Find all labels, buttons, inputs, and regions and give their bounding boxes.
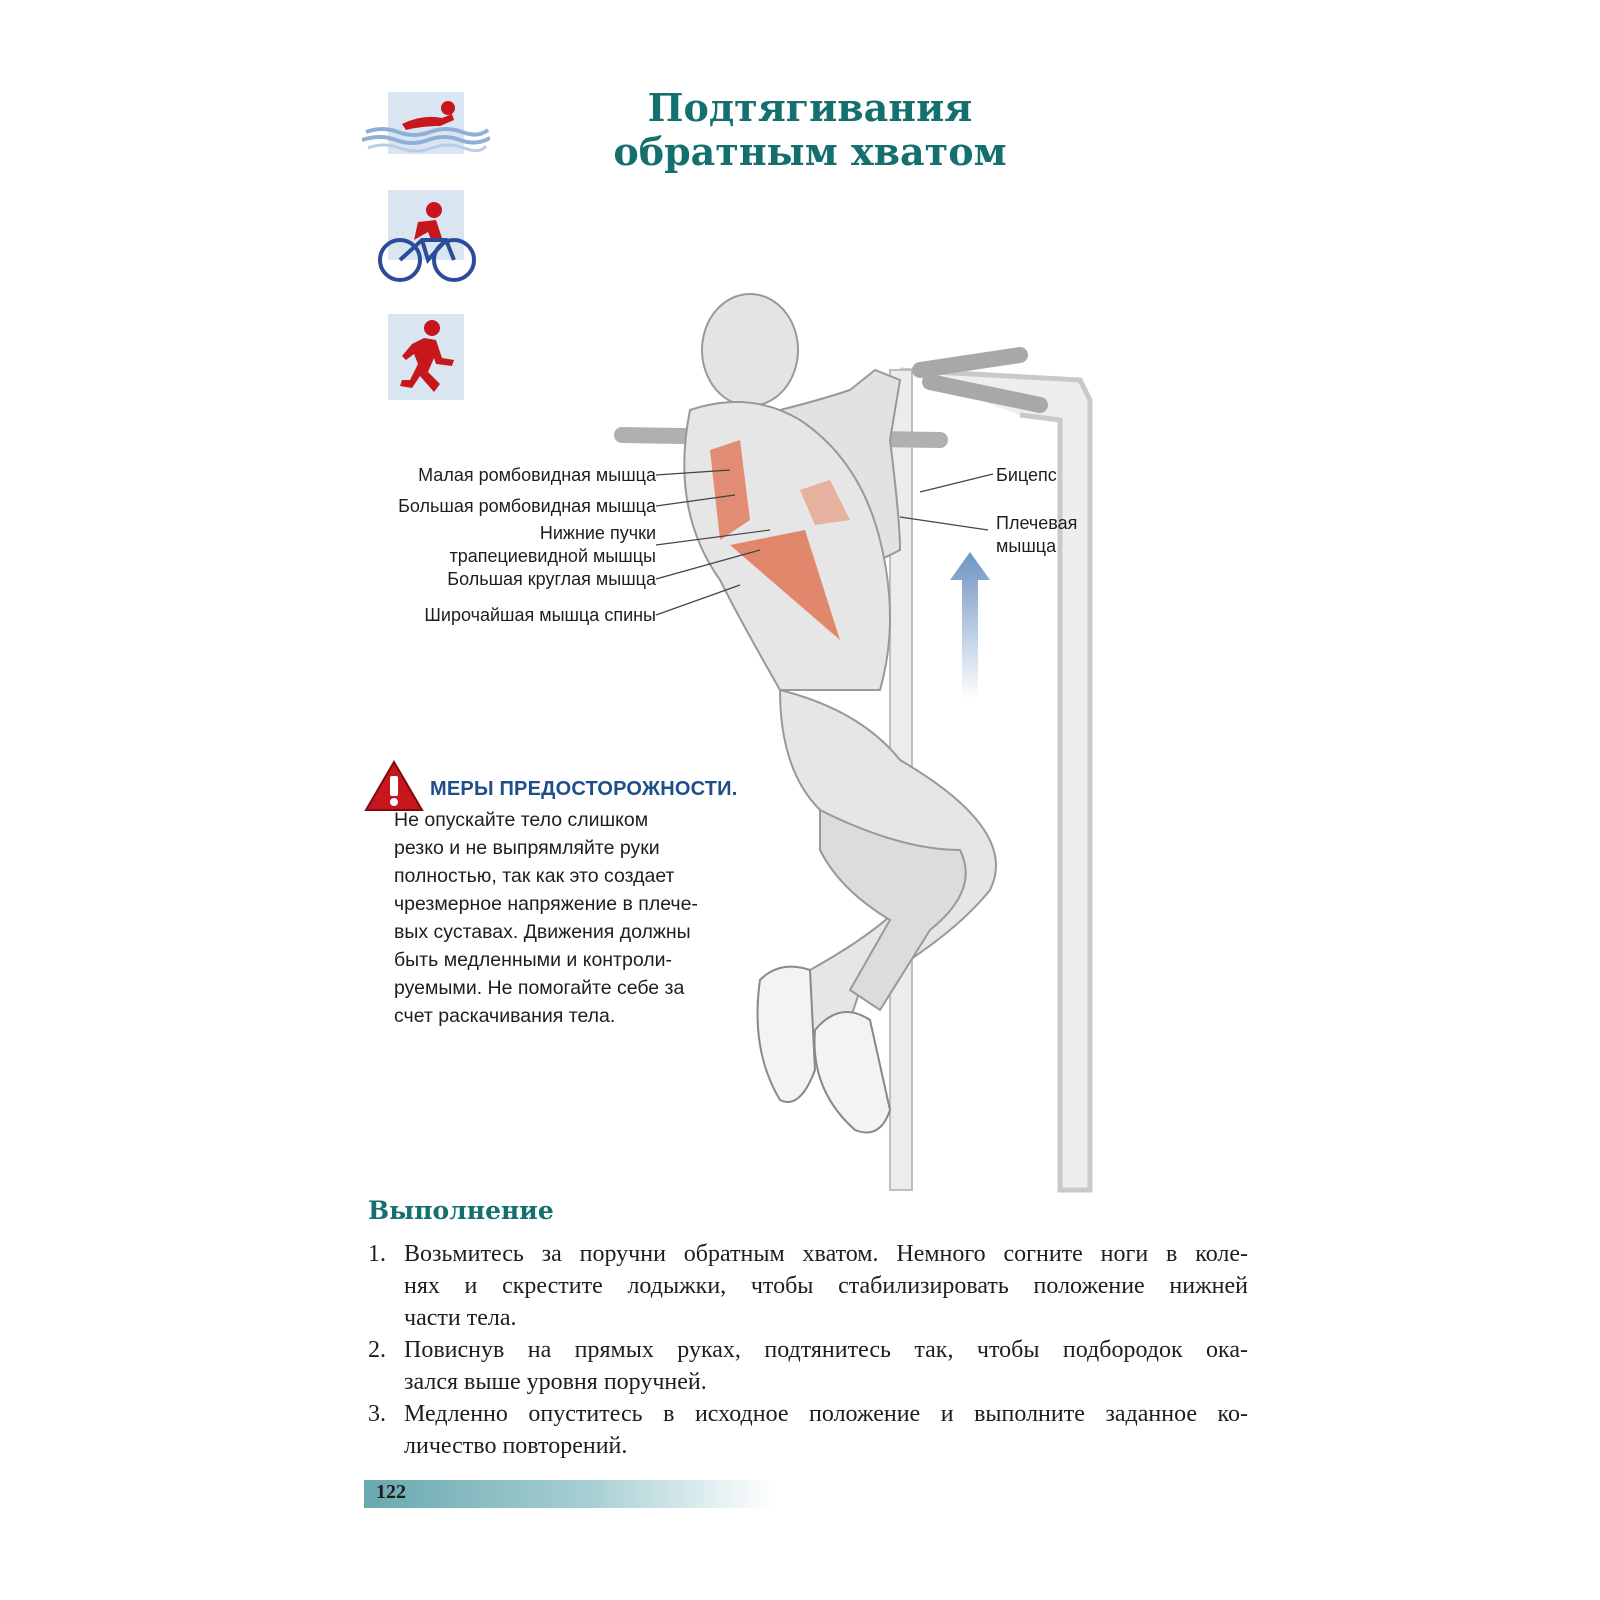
caution-line: полностью, так как это создает (394, 865, 675, 887)
step-item (368, 1334, 1248, 1398)
step-item (368, 1238, 1248, 1334)
pull-up-figure (600, 290, 1120, 1220)
step-item (368, 1398, 1248, 1462)
caution-line: руемыми. Не помогайте себе за (394, 977, 685, 999)
caution-line: чрезмерное напряжение в плече- (394, 893, 698, 915)
label-brachialis (996, 512, 1077, 558)
section-title: Выполнение (368, 1196, 554, 1225)
caution-line: Не опускайте тело слишком (394, 809, 649, 831)
step-line: Возьмитесь за поручни обратным хватом. Немного согните ноги в коле- (404, 1241, 1248, 1267)
step-number: 1. (368, 1241, 386, 1267)
warning-icon (364, 760, 424, 812)
step-number: 2. (368, 1337, 386, 1363)
caution-line: вых суставах. Движения должны (394, 921, 691, 943)
label-brachialis-line2: мышца (996, 536, 1057, 556)
caution-line: счет раскачивания тела. (394, 1005, 616, 1027)
steps-list (368, 1238, 1248, 1462)
step-line: нях и скрестите лодыжки, чтобы стабилизировать положение нижней (404, 1273, 1248, 1299)
label-latissimus-dorsi: Широчайшая мышца спины (424, 605, 656, 625)
footer-bar (364, 1480, 774, 1508)
title-line: Подтягивания (647, 85, 973, 130)
caution-line: быть медленными и контроли- (394, 949, 673, 971)
caution-heading: МЕРЫ ПРЕДОСТОРОЖНОСТИ. (430, 778, 738, 800)
cyclist-icon (362, 190, 490, 290)
step-line: зался выше уровня поручней. (404, 1369, 707, 1395)
label-lower-trapezius-line1: Нижние пучки (539, 523, 656, 543)
step-number: 3. (368, 1401, 386, 1427)
runner-icon (362, 314, 490, 414)
step-line: Повиснув на прямых руках, подтянитесь так, чтобы подбородок ока- (404, 1337, 1248, 1363)
label-biceps: Бицепс (996, 465, 1057, 485)
step-line: части тела. (404, 1305, 517, 1331)
page-title (560, 86, 1060, 174)
label-lower-trapezius-line2: трапециевидной мышцы (449, 546, 656, 566)
label-rhomboid-major: Большая ромбовидная мышца (398, 496, 656, 516)
title-line: обратным хватом (613, 129, 1007, 174)
step-line: Медленно опуститесь в исходное положение и выполните заданное ко- (404, 1401, 1248, 1427)
label-brachialis-line1: Плечевая (996, 513, 1078, 533)
label-lower-trapezius (356, 522, 656, 568)
label-teres-major: Большая круглая мышца (447, 569, 656, 589)
step-line: личество повторений. (404, 1433, 628, 1459)
label-rhomboid-minor: Малая ромбовидная мышца (418, 465, 656, 485)
page-number: 122 (376, 1481, 406, 1503)
caution-text (394, 806, 698, 1030)
caution-line: резко и не выпрямляйте руки (394, 837, 660, 859)
swimmer-icon (362, 88, 490, 188)
